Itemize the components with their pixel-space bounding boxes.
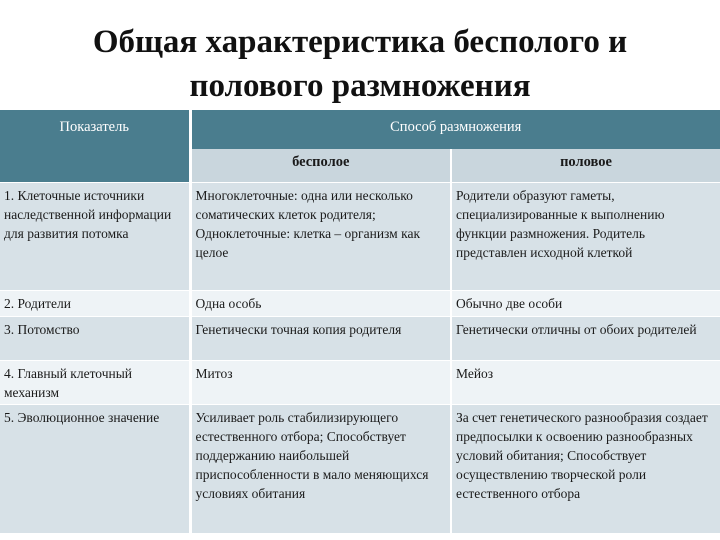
row-sexual: Родители образуют гаметы, специализированные к выполнению функции размножения. Родитель представлен исходной клеткой (451, 183, 720, 291)
row-indicator: 3. Потомство (0, 317, 190, 361)
table-row (0, 183, 720, 291)
row-asexual: Митоз (190, 361, 451, 405)
row-indicator: 2. Родители (0, 291, 190, 317)
table-row (0, 291, 720, 317)
comparison-table (0, 110, 720, 533)
row-sexual: Мейоз (451, 361, 720, 405)
row-sexual: Обычно две особи (451, 291, 720, 317)
title-line-1: Общая характеристика бесполого и (92, 24, 628, 60)
table-row (0, 361, 720, 405)
header-indicator: Показатель (0, 110, 190, 183)
row-asexual: Многоклеточные: одна или несколько соматических клеток родителя; Одноклеточные: клетка – организм как целое (190, 183, 451, 291)
slide-title (0, 20, 720, 108)
header-method: Способ размножения (190, 110, 720, 149)
subheader-sexual: половое (451, 149, 720, 182)
row-asexual: Генетически точная копия родителя (190, 317, 451, 361)
row-sexual: Генетически отличны от обоих родителей (451, 317, 720, 361)
row-sexual: За счет генетического разнообразия создает предпосылки к освоению разнообразных условий обитания; Способствует осуществлению творческой роли естественного отбора (451, 405, 720, 533)
row-indicator: 1. Клеточные источники наследственной информации для развития потомка (0, 183, 190, 291)
row-asexual: Усиливает роль стабилизирующего естественного отбора; Способствует поддержанию наибольшей приспособленности в мало меняющихся условиях обитания (190, 405, 451, 533)
row-indicator: 5. Эволюционное значение (0, 405, 190, 533)
table-row (0, 317, 720, 361)
row-indicator: 4. Главный клеточный механизм (0, 361, 190, 405)
title-line-2: полового размножения (189, 68, 531, 104)
row-asexual: Одна особь (190, 291, 451, 317)
subheader-asexual: бесполое (190, 149, 451, 182)
table-row (0, 405, 720, 533)
